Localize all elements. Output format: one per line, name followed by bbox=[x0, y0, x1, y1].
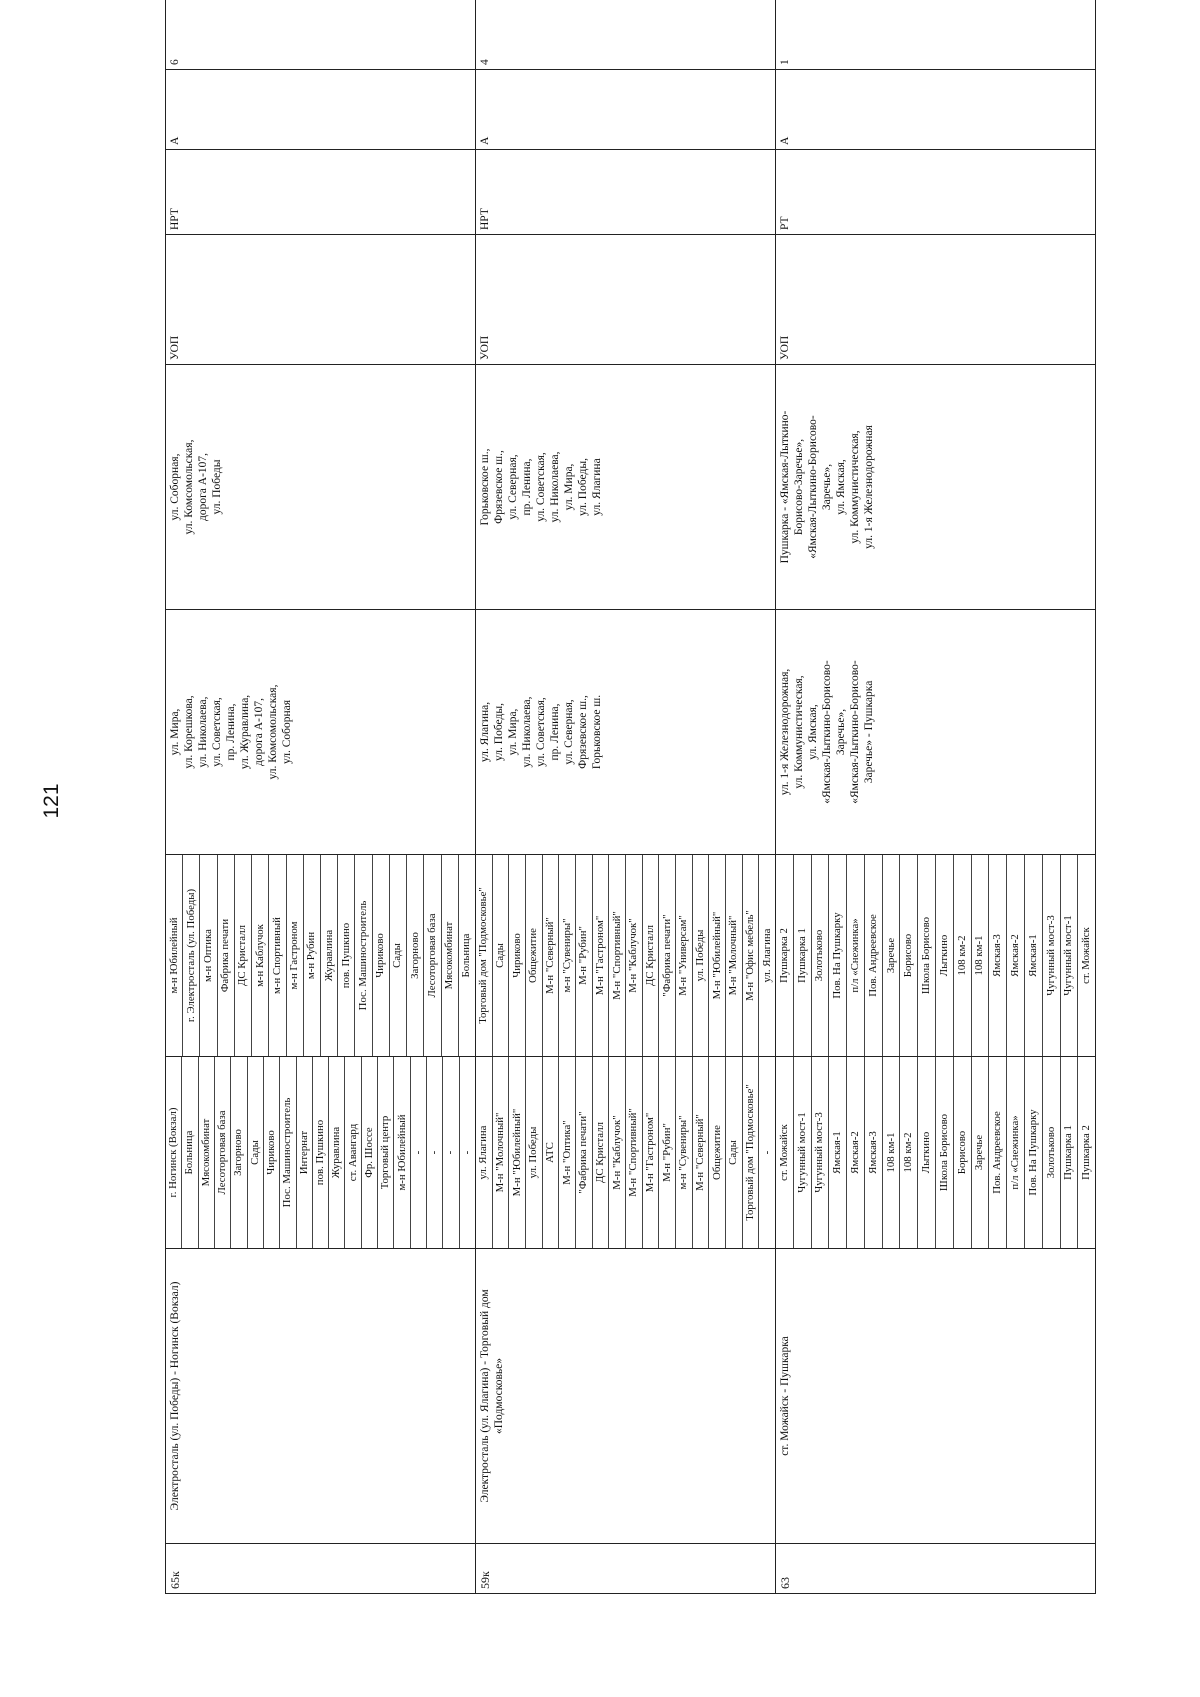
boarding-order-text: УОП bbox=[479, 335, 491, 360]
vehicle-count-text: 1 bbox=[779, 59, 791, 65]
stop-item: Чугунный мост-1 bbox=[1061, 855, 1079, 1056]
stop-item: Больница bbox=[460, 933, 473, 978]
tariff-type-text: РТ bbox=[779, 216, 791, 230]
streets-back-text: Горьковское ш., Фрязевское ш., ул. Северная, пр. Ленина, ул. Советская, ул. Николаева, ул. Мира, ул. Победы, ул. Ялагина bbox=[479, 448, 604, 526]
stop-item: ул. Ялагина bbox=[760, 928, 773, 983]
stop-item: Школа Борисово bbox=[918, 855, 936, 1056]
stop-item: - bbox=[411, 1057, 427, 1248]
routes-table bbox=[165, 0, 1096, 1594]
streets-back-text: Пушкарка - «Ямская-Лыткино- Борисово-Заречье», «Ямская-Лыткино-Борисово- Заречье», ул. Ямская, ул. Коммунистическая, ул. 1-я Железнодорожная bbox=[779, 410, 876, 564]
stops-forward-list bbox=[776, 1057, 1095, 1248]
stop-item: Ямская-3 bbox=[865, 1057, 883, 1248]
stop-item: - bbox=[443, 1057, 459, 1248]
stop-item: г. Ногинск (Вокзал) bbox=[166, 1057, 182, 1248]
stop-item: М-н "Гастроном" bbox=[643, 1057, 660, 1248]
stop-item: м-н Юбилейный bbox=[166, 855, 183, 1056]
route-name-text: Электросталь (ул. Ялагина) - Торговый дом «Подмосковье» bbox=[479, 1289, 506, 1503]
stop-item: м-н Рубин bbox=[304, 855, 321, 1056]
stop-item: 108 км-2 bbox=[900, 1057, 918, 1248]
stop-item: Чугунный мост-3 bbox=[812, 1057, 830, 1248]
stop-item: М-н "Северный" bbox=[543, 855, 560, 1056]
transport-type bbox=[476, 70, 776, 150]
route-name-text: Электросталь (ул. Победы) - Ногинск (Вокзал) bbox=[169, 1281, 181, 1511]
stop-item: 108 км-1 bbox=[883, 1057, 901, 1248]
stop-item: Пушкарка 2 bbox=[776, 855, 794, 1056]
stop-item: ст. Можайск bbox=[776, 1057, 794, 1248]
stop-item: М-н "Юбилейный" bbox=[709, 855, 726, 1056]
route-row bbox=[166, 0, 476, 1594]
route-name bbox=[476, 1249, 776, 1544]
boarding-order-text: УОП bbox=[779, 335, 791, 360]
streets-forward-text: ул. Ялагина, ул. Победы, ул. Мира, ул. Николаева, ул. Советская, пр. Ленина, ул. Северная, Фрязевское ш., Горьковское ш. bbox=[479, 694, 604, 770]
stops-forward bbox=[166, 1057, 476, 1249]
stop-item: ст. Авангард bbox=[345, 1057, 361, 1248]
streets-back-text: ул. Соборная, ул. Комсомольская, дорога А-107, ул. Победы bbox=[169, 439, 224, 535]
stop-item: Фабрика печати bbox=[218, 855, 235, 1056]
stop-item: Мясокомбинат bbox=[442, 855, 459, 1056]
stops-back-list bbox=[776, 855, 1095, 1056]
stop-item: Чириково bbox=[373, 855, 390, 1056]
page-number: 121 bbox=[40, 783, 63, 819]
stop-item: ДС Кристалл bbox=[235, 855, 252, 1056]
streets-forward-text: ул. 1-я Железнодорожная, ул. Коммунистическая, ул. Ямская, «Ямская-Лыткино-Борисово- Заречье», «Ямская-Лыткино-Борисово- Заречье» - Пушкарка bbox=[779, 660, 876, 804]
stop-item: Сады bbox=[248, 1057, 264, 1248]
stop-item: Журавлина bbox=[329, 1057, 345, 1248]
routes-table-body bbox=[166, 0, 1096, 1594]
stop-item: Пос. Машиностроитель bbox=[355, 855, 372, 1056]
stop-item: Лесоторговая база bbox=[424, 855, 441, 1056]
boarding-order bbox=[166, 235, 476, 365]
stop-item: М-н "Молочный" bbox=[726, 855, 743, 1056]
route-number bbox=[776, 1544, 1096, 1594]
stops-forward-list bbox=[166, 1057, 475, 1248]
stop-item: М-н "Рубин" bbox=[659, 1057, 676, 1248]
transport-type-text: А bbox=[169, 136, 181, 145]
stop-item: п/л «Снежинка» bbox=[847, 855, 865, 1056]
stops-back-list bbox=[476, 855, 775, 1056]
stop-item: пов. Пушкино bbox=[338, 855, 355, 1056]
stop-item: ДС Кристалл bbox=[643, 855, 660, 1056]
route-number-text: 59к bbox=[478, 1571, 492, 1589]
transport-type-text: А bbox=[479, 136, 491, 145]
stop-item: м-н Спортивный bbox=[269, 855, 286, 1056]
stop-item: п/л «Снежинка» bbox=[1007, 1057, 1025, 1248]
streets-back bbox=[476, 365, 776, 610]
stop-item: Пов. Андреевское bbox=[989, 1057, 1007, 1248]
stop-item: 108 км-1 bbox=[972, 855, 990, 1056]
stops-back bbox=[166, 855, 476, 1057]
stop-item: Чугунный мост-3 bbox=[1043, 855, 1061, 1056]
stop-item: Борисово bbox=[954, 1057, 972, 1248]
stop-item: Ямская-3 bbox=[989, 855, 1007, 1056]
stop-item: Общежитие bbox=[709, 1057, 726, 1248]
transport-type bbox=[776, 70, 1096, 150]
stops-back-list bbox=[166, 855, 475, 1056]
stop-item: ул. Победы bbox=[693, 855, 710, 1056]
streets-forward bbox=[166, 610, 476, 855]
stop-item: м-н Каблучок bbox=[252, 855, 269, 1056]
stop-item: ДС Кристалл bbox=[593, 1057, 610, 1248]
stop-item: М-н "Молочный" bbox=[493, 1057, 510, 1248]
route-row bbox=[476, 0, 776, 1594]
stop-item: Пов. На Пушкарку bbox=[829, 855, 847, 1056]
stop-item: М-н "Спортивный" bbox=[626, 1057, 643, 1248]
streets-forward bbox=[776, 610, 1096, 855]
tariff-type bbox=[166, 150, 476, 235]
route-number bbox=[476, 1544, 776, 1594]
route-name bbox=[166, 1249, 476, 1544]
route-number-text: 63 bbox=[778, 1577, 792, 1589]
stop-item: ст. Можайск bbox=[1080, 927, 1093, 984]
stop-item: Ямская-1 bbox=[829, 1057, 847, 1248]
stop-item: - bbox=[760, 1150, 773, 1155]
transport-type-text: А bbox=[779, 136, 791, 145]
stops-forward-list bbox=[476, 1057, 775, 1248]
boarding-order bbox=[476, 235, 776, 365]
route-number bbox=[166, 1544, 476, 1594]
stop-item: Борисово bbox=[900, 855, 918, 1056]
stop-item: Ямская-1 bbox=[1025, 855, 1043, 1056]
stop-item: м-н Юбилейный bbox=[394, 1057, 410, 1248]
stop-item: Фр. Шоссе bbox=[362, 1057, 378, 1248]
stop-item: Торговый дом "Подмосковье" bbox=[476, 855, 493, 1056]
stop-item: Лыткино bbox=[918, 1057, 936, 1248]
stop-item: г. Электросталь (ул. Победы) bbox=[183, 855, 200, 1056]
tariff-type bbox=[476, 150, 776, 235]
route-row bbox=[776, 0, 1096, 1594]
stop-item: Сады bbox=[726, 1057, 743, 1248]
stop-item: АТС bbox=[543, 1057, 560, 1248]
route-name-text: ст. Можайск - Пушкарка bbox=[779, 1336, 791, 1456]
stop-item: М-н "Каблучок" bbox=[609, 1057, 626, 1248]
route-number-text: 65к bbox=[168, 1571, 182, 1589]
stop-item: пов. Пушкино bbox=[313, 1057, 329, 1248]
stop-item: Лыткино bbox=[936, 855, 954, 1056]
stop-item: Пов. На Пушкарку bbox=[1025, 1057, 1043, 1248]
stop-item: Загорново bbox=[231, 1057, 247, 1248]
stop-item: Заречье bbox=[883, 855, 901, 1056]
stop-item: М-н "Оптика" bbox=[559, 1057, 576, 1248]
stop-item: Золотьково bbox=[1043, 1057, 1061, 1248]
streets-back bbox=[776, 365, 1096, 610]
transport-type bbox=[166, 70, 476, 150]
route-name bbox=[776, 1249, 1096, 1544]
stop-item: 108 км-2 bbox=[954, 855, 972, 1056]
stop-item: Сады bbox=[493, 855, 510, 1056]
stop-item: м-н "Сувениры" bbox=[676, 1057, 693, 1248]
stop-item: ул. Ялагина bbox=[476, 1057, 493, 1248]
stop-item: Мясокомбинат bbox=[199, 1057, 215, 1248]
stop-item: М-н "Офис мебель" bbox=[743, 855, 760, 1056]
stop-item: Ямская-2 bbox=[1007, 855, 1025, 1056]
stop-item: - bbox=[460, 1150, 473, 1155]
stop-item: Чириково bbox=[509, 855, 526, 1056]
stop-item: Сады bbox=[390, 855, 407, 1056]
routes-table-wrapper bbox=[165, 0, 1095, 1594]
stop-item: Торговый дом "Подмосковье" bbox=[743, 1057, 760, 1248]
stop-item: М-н "Юбилейный" bbox=[509, 1057, 526, 1248]
stop-item: Золотьково bbox=[812, 855, 830, 1056]
stop-item: Пушкарка 1 bbox=[1061, 1057, 1079, 1248]
stop-item: М-н "Каблучок" bbox=[626, 855, 643, 1056]
stop-item: М-н "Рубин" bbox=[576, 855, 593, 1056]
stop-item: ул. Победы bbox=[526, 1057, 543, 1248]
streets-forward-text: ул. Мира, ул. Корешкова, ул. Николаева, ул. Советская, пр. Ленина, ул. Журавлина, дорога А-107, ул. Комсомольская, ул. Соборная bbox=[169, 684, 294, 780]
streets-forward bbox=[476, 610, 776, 855]
stop-item: Заречье bbox=[972, 1057, 990, 1248]
stop-item: "Фабрика печати" bbox=[659, 855, 676, 1056]
stops-back bbox=[776, 855, 1096, 1057]
stop-item: м-н Гастроном bbox=[287, 855, 304, 1056]
stop-item: Торговый центр bbox=[378, 1057, 394, 1248]
vehicle-count-text: 6 bbox=[169, 59, 181, 65]
stop-item: Лесоторговая база bbox=[215, 1057, 231, 1248]
tariff-type bbox=[776, 150, 1096, 235]
boarding-order-text: УОП bbox=[169, 335, 181, 360]
streets-back bbox=[166, 365, 476, 610]
vehicle-count-text: 4 bbox=[479, 59, 491, 65]
stop-item: Пов. Андреевское bbox=[865, 855, 883, 1056]
stop-item: Ямская-2 bbox=[847, 1057, 865, 1248]
vehicle-count bbox=[476, 0, 776, 70]
tariff-type-text: НРТ bbox=[169, 208, 181, 230]
stop-item: Пушкарка 1 bbox=[794, 855, 812, 1056]
boarding-order bbox=[776, 235, 1096, 365]
stop-item: Пушкарка 2 bbox=[1080, 1125, 1093, 1180]
stops-forward bbox=[776, 1057, 1096, 1249]
stop-item: Общежитие bbox=[526, 855, 543, 1056]
stop-item: Чугунный мост-1 bbox=[794, 1057, 812, 1248]
stop-item: Чириково bbox=[264, 1057, 280, 1248]
stop-item: Интернат bbox=[297, 1057, 313, 1248]
stop-item: Школа Борисово bbox=[936, 1057, 954, 1248]
stop-item: м-н "Сувениры" bbox=[559, 855, 576, 1056]
stop-item: Загорново bbox=[407, 855, 424, 1056]
tariff-type-text: НРТ bbox=[479, 208, 491, 230]
stop-item: М-н "Гастроном" bbox=[593, 855, 610, 1056]
stop-item: Больница bbox=[182, 1057, 198, 1248]
stop-item: "Фабрика печати" bbox=[576, 1057, 593, 1248]
stop-item: Пос. Машиностроитель bbox=[280, 1057, 296, 1248]
stop-item: М-н "Северный" bbox=[693, 1057, 710, 1248]
stop-item: М-н "Спортивный" bbox=[609, 855, 626, 1056]
stops-forward bbox=[476, 1057, 776, 1249]
stop-item: - bbox=[427, 1057, 443, 1248]
stops-back bbox=[476, 855, 776, 1057]
stop-item: м-н Оптика bbox=[200, 855, 217, 1056]
vehicle-count bbox=[166, 0, 476, 70]
stop-item: М-н "Универсам" bbox=[676, 855, 693, 1056]
vehicle-count bbox=[776, 0, 1096, 70]
stop-item: Журавлина bbox=[321, 855, 338, 1056]
